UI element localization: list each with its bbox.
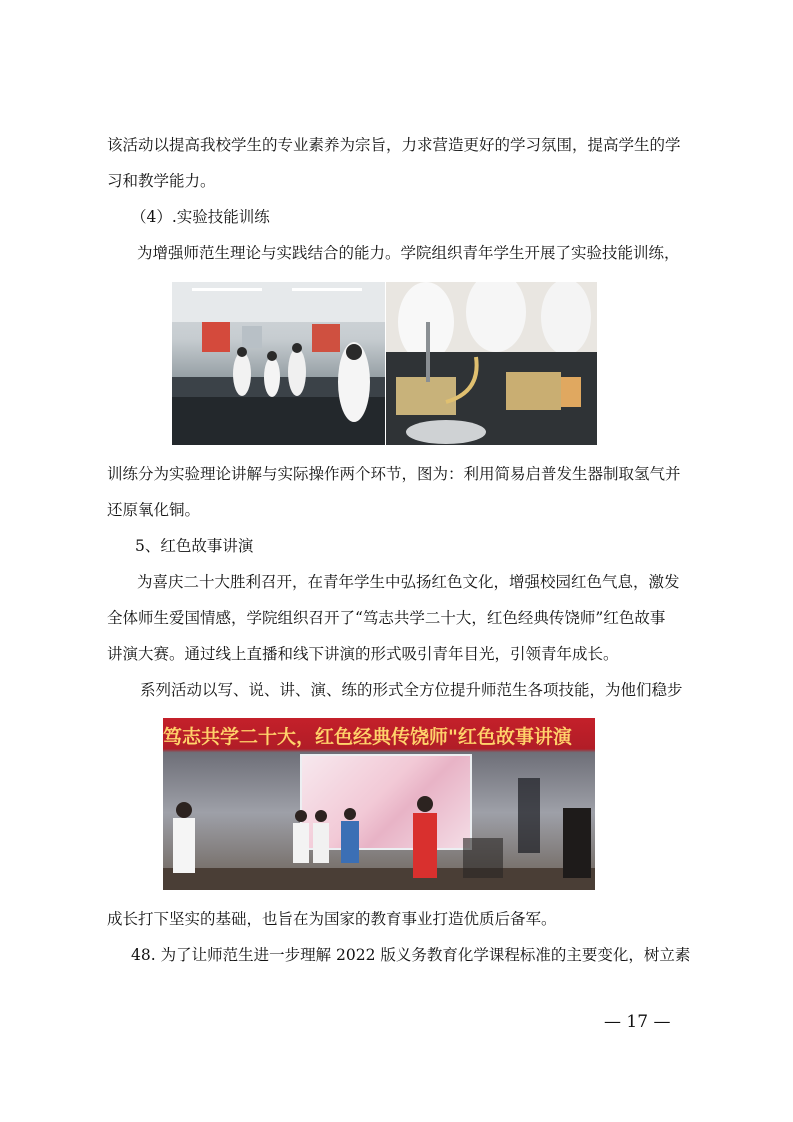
- stage-photo-red-story: [163, 718, 595, 890]
- stage-banner-text: 笃志共学二十大，红色经典传饶师"红色故事讲演: [163, 726, 572, 748]
- paragraph-line: 为喜庆二十大胜利召开，在青年学生中弘扬红色文化，增强校园红色气息，激发: [137, 573, 680, 591]
- paragraph-line: 还原氧化铜。: [107, 501, 201, 519]
- lab-apparatus-illustration: [386, 282, 597, 445]
- paragraph-line: 成长打下坚实的基础，也旨在为国家的教育事业打造优质后备军。: [107, 910, 557, 928]
- stage-performers-illustration: [163, 718, 595, 890]
- paragraph-line: 训练分为实验理论讲解与实际操作两个环节，图为：利用简易启普发生器制取氢气并: [107, 465, 681, 483]
- lab-photo-apparatus: [386, 282, 597, 445]
- paragraph-line: 习和教学能力。: [107, 172, 216, 190]
- page-number: — 17 —: [604, 1012, 671, 1032]
- paragraph-line: 48. 为了让师范生进一步理解 2022 版义务教育化学课程标准的主要变化，树立素: [131, 946, 691, 964]
- section-heading: 5、红色故事讲演: [135, 537, 254, 555]
- lab-photo-classroom: [172, 282, 385, 445]
- paragraph-line: 系列活动以写、说、讲、演、练的形式全方位提升师范生各项技能，为他们稳步: [140, 681, 683, 699]
- paragraph-line: 为增强师范生理论与实践结合的能力。学院组织青年学生开展了实验技能训练，: [137, 244, 680, 262]
- lab-classroom-illustration: [172, 282, 385, 445]
- paragraph-line: 全体师生爱国情感，学院组织召开了“笃志共学二十大，红色经典传饶师”红色故事: [107, 609, 666, 627]
- section-heading: （4）.实验技能训练: [131, 208, 270, 226]
- paragraph-line: 讲演大赛。通过线上直播和线下讲演的形式吸引青年目光，引领青年成长。: [107, 645, 619, 663]
- paragraph-line: 该活动以提高我校学生的专业素养为宗旨，力求营造更好的学习氛围，提高学生的学: [107, 136, 681, 154]
